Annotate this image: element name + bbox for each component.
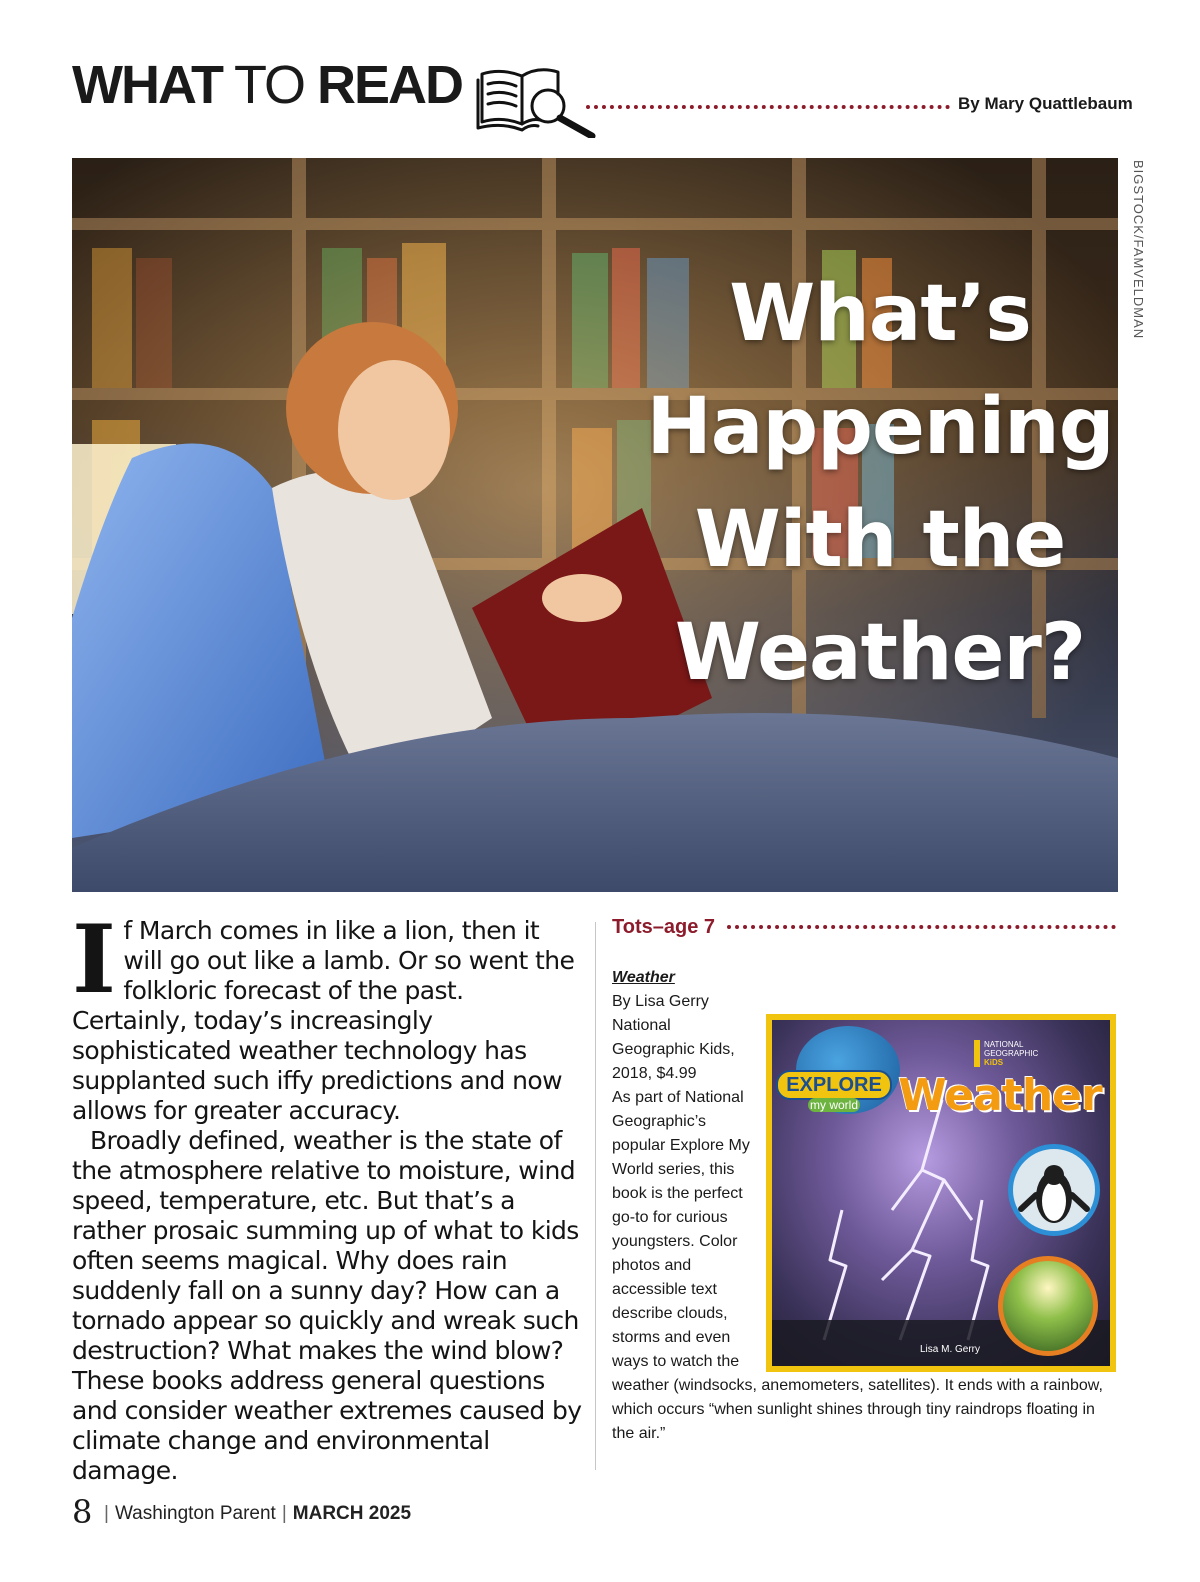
publisher-logo-line: KiDS xyxy=(984,1058,1004,1067)
penguin-photo-circle xyxy=(1008,1144,1100,1236)
book-cover-wrapper xyxy=(758,966,1118,1356)
kicker-word-what: WHAT xyxy=(72,55,222,115)
cover-author: Lisa M. Gerry xyxy=(920,1344,981,1355)
publisher-logo-line: GEOGRAPHIC xyxy=(984,1049,1039,1058)
publisher-logo xyxy=(974,1040,1050,1067)
headline-line: Weather? xyxy=(674,608,1086,698)
series-sublabel: my world xyxy=(809,1098,858,1112)
photo-credit: BIGSTOCK/FAMVELDMAN xyxy=(1131,160,1146,340)
cover-title: Weather xyxy=(898,1070,1102,1121)
intro-article xyxy=(72,905,584,1486)
footer-separator-icon: | xyxy=(281,1503,287,1524)
review-book-title: Weather xyxy=(612,969,675,986)
open-book-magnifier-icon xyxy=(476,60,598,138)
headline-line: With the xyxy=(694,495,1066,585)
series-label: EXPLORE xyxy=(776,1070,892,1100)
intro-paragraph-1: f March comes in like a lion, then it will go out like a lamb. Or so went the folkloric forecast of the past. Certainly, today’s increasingly sophisticated weather technology has supplanted such iffy predictions and now allows for greater accuracy. xyxy=(72,916,575,1125)
book-review xyxy=(612,966,1118,1446)
headline-line: What’s xyxy=(729,269,1031,359)
review-publisher-line: National xyxy=(612,1017,671,1034)
kicker-word-to: TO xyxy=(233,55,304,115)
section-kicker xyxy=(72,55,463,115)
section-dotted-rule xyxy=(727,925,1116,929)
hero-headline xyxy=(620,258,1118,710)
publisher-logo-line: NATIONAL xyxy=(984,1040,1024,1049)
forest-photo-circle xyxy=(998,1256,1098,1356)
drop-cap: I xyxy=(72,905,116,1015)
penguin-icon xyxy=(1013,1149,1095,1231)
page-number: 8 xyxy=(72,1493,93,1531)
publication-name: Washington Parent xyxy=(114,1503,276,1524)
column-divider xyxy=(595,922,596,1470)
issue-date: MARCH 2025 xyxy=(292,1503,412,1524)
footer-separator-icon: | xyxy=(104,1503,109,1524)
age-section-heading: Tots–age 7 xyxy=(612,916,715,938)
footer xyxy=(98,1503,411,1525)
review-pub-info: 2018, $4.99 xyxy=(612,1065,697,1082)
headline-line: Happening xyxy=(646,382,1114,472)
review-body: As part of National Geographic’s popular Explore My World series, this book is the perfect go-to for curious youngsters. Color photos and accessible text describe clouds, storms and even ways to watch the weather (windsocks, anemometers, satellites). It ends with a rainbow, which occurs “when sunlight shines through tiny raindrops floating in the air.” xyxy=(612,1089,1103,1442)
review-author: By Lisa Gerry xyxy=(612,993,709,1010)
byline: By Mary Quattlebaum xyxy=(958,94,1133,113)
kicker-word-read: READ xyxy=(317,55,463,115)
header-dotted-rule xyxy=(586,105,950,109)
intro-paragraph-2: Broadly defined, weather is the state of the atmosphere relative to moisture, wind speed, temperature, etc. But that’s a rather prosaic summing up of what to kids often seems magical. Why does rain suddenly fall on a sunny day? How can a tornado appear so quickly and wreak such destruction? What makes the wind blow? These books address general questions and consider weather extremes caused by climate change and environmental damage. xyxy=(72,1126,582,1485)
review-publisher-line: Geographic Kids, xyxy=(612,1041,735,1058)
hero-photo xyxy=(72,158,1118,892)
book-cover xyxy=(766,1014,1116,1372)
